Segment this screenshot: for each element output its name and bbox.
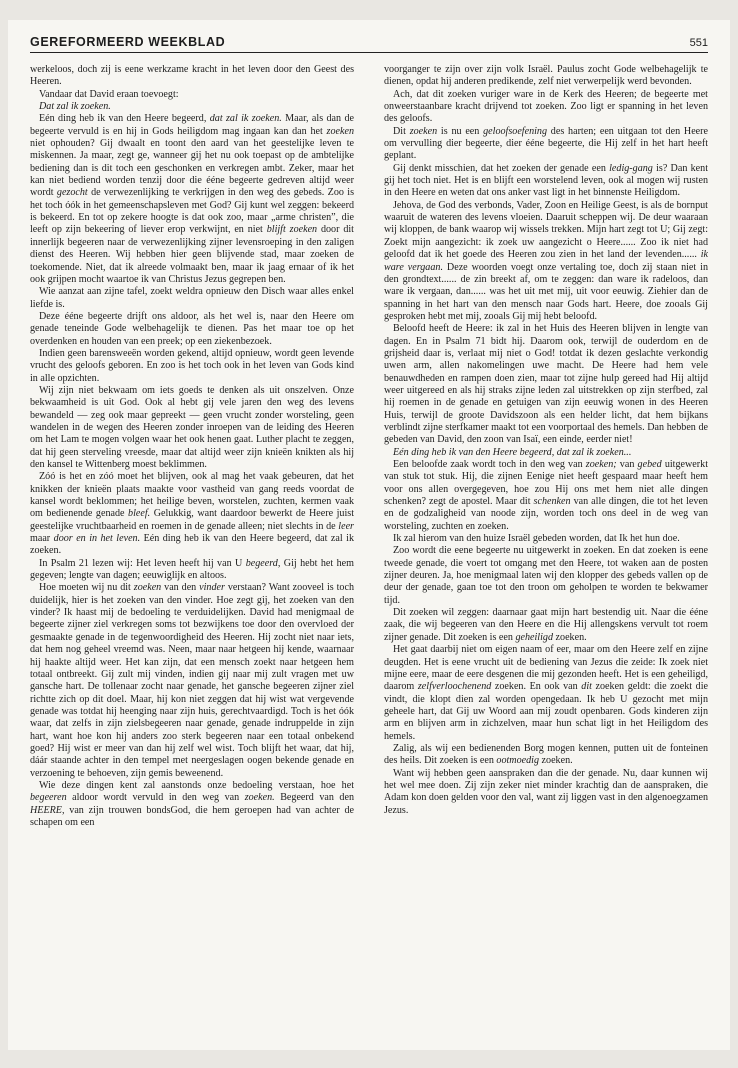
emphasis-text: schenken [533, 496, 571, 508]
body-text: uitgewerkt van stuk tot stuk. Hij, die zijnen Eenige niet heeft gespaard maar heeft hem voor ons allen overgegeven, hoe zou Hij ons met hem niet alle dingen schenken? zegt de apostel. Maar dit [384, 459, 708, 508]
body-text: voorganger te zijn over zijn volk Israël. Paulus zocht Gode welbehagelijk te dienen, opdat hij anderen predikende, zelf niet verwerpelijk werd bevonden. [384, 64, 708, 88]
paragraph [384, 459, 708, 533]
body-text: des harten; een uitgaan tot den Heere om vervulling dier begeerte, dier ééne begeerte, die Hij zelf in het hart heeft geplant. [384, 125, 708, 162]
body-text: verstaan? Want zooveel is toch duidelijk, hier is het zoeken van den vinder. Hoe zegt gij, het zoeken van den vinder? Ik haast mij de bedoeling te verduidelijken. David had menigmaal de begeerte zijner ziel verkregen soms tot bezwijkens toe door den overvloed der gesmaakte genade in de tegenwoordigheid des Heeren. Hij zocht niet naar iets, dat hem nog geheel vreemd was. Neen, maar naar hetgeen hij kende, waarnaar hij haakte altijd weer. Het kan zijn, dat een mensch zoekt naar hetgeen hem totaal ontbreekt. Gij zult mij vinden, indien gij naar mij zult vragen met uw gansche hart. De tollenaar zocht naar genade, het gansche begeeren zijner ziel richtte zich op dit doel. Maar, hij kon niet zeggen dat hij wist wat vergevende genade was totdat hij heenging naar zijn huis, gerechtvaardigd. Toch is het óók waar, dat zelfs in zijn zielsbegeeren naar genade, genade indruppelde in zijn hart, want hoe kon hij anders zoo sterk begeeren naar een totaal onbekend goed? Hij wist er meer van dan hij zelf wel wist. Toch blijft het waar, dat hij, dáár staande achter in den tempel met neergeslagen oogen bekende genade en verzoening te behoeven, zijn gemis beweenend. [30, 582, 354, 779]
body-text: Eén ding heb ik van den Heere begeerd, dat zal ik zoeken. [30, 533, 354, 557]
body-text: maar [30, 533, 54, 545]
paragraph [384, 768, 708, 817]
body-text: Begeerd van den [274, 792, 354, 804]
emphasis-text: geheiligd [515, 631, 554, 643]
body-text: Ach, dat dit zoeken vuriger ware in de Kerk des Heeren; de begeerte met onweerstaanbare kracht drijvend tot zoeken. Zoo ligt er spanning in het leven des geloofs. [384, 88, 708, 125]
body-text: werkeloos, doch zij is eene werkzame kracht in het leven door den Geest des Heeren. [30, 64, 354, 88]
body-text: Een beloofde zaak wordt toch in den weg van [393, 459, 586, 470]
paragraph [30, 311, 354, 348]
emphasis-text: leer [338, 520, 354, 532]
body-text: Dit zoeken wil zeggen: daarnaar gaat mijn hart bestendig uit. Naar die ééne zaak, die wij begeeren van den Heere en die Hij allengskens vervult tot roem zijner genade. Dit zoeken is een [384, 607, 708, 643]
emphasis-text: bleef. [128, 508, 151, 520]
emphasis-text: zoeken [409, 125, 438, 137]
body-text: Eén ding heb ik van den Heere begeerd, [39, 113, 210, 125]
paragraph [30, 471, 354, 557]
emphasis-text: ledig-gang [609, 162, 653, 174]
body-text: Dit [393, 125, 410, 137]
body-text: Zalig, als wij een bedienenden Borg mogen kennen, putten uit de fonteinen des heils. Dit zoeken is een [384, 742, 708, 767]
body-text: Wie aanzat aan zijne tafel, zoekt weldra opnieuw den Disch waar alles enkel liefde is. [30, 286, 354, 310]
paragraph [30, 385, 354, 471]
body-text: de verwezenlijking te verkrijgen in den weg des gebeds. Zoo is het toch óók in het gemeenschapsleven met God? Gij kunt wel zeggen: bekeerd is bekeerd. En tot op zekere hoogte is dat ook zoo, maar „arme christen”, die leeft op zijn bekeering of liever erop verkwijnt, en niet [30, 187, 354, 236]
body-text: van [616, 459, 638, 470]
paragraph [384, 323, 708, 446]
paragraph [384, 89, 708, 126]
paragraph [384, 200, 708, 323]
paragraph [384, 447, 708, 459]
body-text: zoeken. [553, 631, 587, 643]
body-text: Gelukkig, want daardoor bewerkt de Heere juist geestelijke vruchtbaarheid en roemen in de genade alleen; niet slechts in de [30, 508, 354, 532]
paragraph [384, 126, 708, 163]
body-text: Wie deze dingen kent zal aanstonds onze bedoeling verstaan, hoe het [39, 779, 354, 791]
emphasis-text: Dat zal ik zoeken. [39, 101, 111, 113]
body-text: Gij denkt misschien, dat het zoeken der genade een [393, 162, 610, 174]
body-text: zoeken geldt: die zoekt die vindt, die klopt dien zal worden opengedaan. Ik heb U gezocht met mijn geheele hart, dat Gij uw Woord aan mij zoudt openbaren. Gods kinderen zijn arm en blijven arm in zichzelven, maar hun schat ligt in het Heiligdom des hemels. [384, 681, 708, 742]
emphasis-text: door en in het leven. [53, 533, 141, 545]
emphasis-text: gebed [637, 459, 662, 470]
paragraph [384, 743, 708, 768]
paragraph [30, 286, 354, 311]
body-text: Want wij hebben geen aanspraken dan die der genade. Nu, daar kunnen wij het wel mee doen. Zij zijn zeker niet minder krachtig dan de aanspraken, die Adam kon doen gelden voor den val, want zij liggen vast in den algenoegzamen Jezus. [384, 767, 708, 816]
paragraph [384, 607, 708, 644]
body-text: In Psalm 21 lezen wij: Het leven heeft hij van U [39, 557, 246, 569]
body-text: Wij zijn niet bekwaam om iets goeds te denken als uit onszelven. Onze bekwaamheid is uit God. Ook al hebt gij vele jaren den weg des levens bewandeld — zeg ook maar gepreekt — geen vrucht zonder worsteling, geen wandelen in de wegen des Heeren zonder inroepen van de leiding des Heeren om het Lam te mogen volgen waar het ook henen gaat. Luther placht te zeggen, dat hij geen sterveling vreesde, maar dat altijd weer zijn knieën knikten als hij den kansel te Wittenberg moest beklimmen. [30, 384, 354, 470]
paragraph [30, 582, 354, 780]
right-column [384, 64, 708, 1039]
paragraph [30, 113, 354, 286]
body-text: Het gaat daarbij niet om eigen naam of eer, maar om den Heere zelf en zijne deugden. Het is eene vrucht uit de bediening van Jezus die zeide: Ik zoek niet mijne eere, maar de eere desgenen die mij gezonden heeft. Het is een geheiligd, daarom [384, 644, 708, 693]
body-text: van alle dingen, die tot het leven en de godzaligheid van noode zijn, worden toch ons deel in de weg van worsteling, zuchten en zoeken. [384, 496, 708, 532]
body-text: Beloofd heeft de Heere: ik zal in het Huis des Heeren blijven in lengte van dagen. En in Psalm 71 bidt hij. Daarom ook, terwijl de ouderdom en de grijsheid daar is, verlaat mij niet o God! totdat ik dezen geslachte verkondig uwen arm, allen nakomelingen uwe macht. De Heere had hem vele benauwdheden en rampen doen zien, maar tot zijne hulp gereed had Hij altijd weer uitgereed en als hij straks zijne leden zal uitstrekken op zijn sterfbed, zal hij roemen in de genade en getuigen van zijn eeuwig wonen in des Heeren Huis, terwijl de groote Davidszoon als een helder licht, dat hem bijkans verblindt zijne sterfkamer maakt tot een voorportaal des hemels. Dan hebben de gebeden van David, den zoon van Isaï, een einde, eerder niet! [384, 323, 708, 446]
paragraph [30, 780, 354, 829]
body-text: van zijn trouwen bondsGod, die hem geroepen had van achter de schapen om een [30, 804, 354, 828]
emphasis-text: ik ware vergaan. [384, 249, 708, 273]
body-text: Jehova, de God des verbonds, Vader, Zoon en Heilige Geest, is als de bornput waaruit de wateren des levens vloeien. Daaruit scheppen wij. De deur waaraan wij kloppen, de bank waarop wij wissels trekken. Mijn hart zegt tot U; Gij zegt: Zoekt mijn aangezicht: ik zoek uw aangezicht o Heere...... Zoo ik niet had geloofd dat ik het goede des Heeren zou zien in het land der levenden...... [384, 199, 708, 261]
body-text: Hoe moeten wij nu dit [39, 582, 134, 594]
body-text: van den [161, 582, 200, 594]
emphasis-text: dat zal ik zoeken. [209, 113, 282, 125]
body-text: Deze woorden voegt onze vertaling toe, doch zij staan niet in den grondtext...... de zin breekt af, om te zeggen: dan ware ik radeloos, dan ware ik vergaan, dan...... was het uit met mij, uit voor eeuwig. Ziehier dan de spanning in het hart van den mensch naar Gods hart. Heere, doe zooals Gij gesproken hebt met mij, zooals Gij mij hebt beloofd. [384, 261, 708, 322]
masthead-title: GEREFORMEERD WEEKBLAD [30, 35, 226, 49]
paragraph [384, 545, 708, 607]
paragraph [30, 64, 354, 89]
emphasis-text: ootmoedig [496, 755, 540, 767]
emphasis-text: zoeken; [585, 459, 617, 470]
page-number: 551 [689, 37, 708, 49]
newspaper-page [8, 20, 730, 1050]
emphasis-text: geloofsoefening [483, 125, 548, 137]
page-header [30, 30, 708, 53]
emphasis-text: gezocht [56, 187, 88, 199]
paragraph [384, 644, 708, 743]
emphasis-text: begeerd, [245, 557, 281, 569]
paragraph [384, 533, 708, 545]
paragraph [30, 348, 354, 385]
body-text: Zóó is het en zóó moet het blijven, ook al mag het vaak gebeuren, dat het knikken der knieën plaats maakte voor vastheid van gang reeds voordat de kansel wordt beklommen; het heilige beven, worstelen, zuchten, kermen vaak om bedienende genade [30, 471, 354, 520]
emphasis-text: zoeken [133, 582, 162, 594]
body-text: niet ophouden? Gij dwaalt en toont den aard van het geestelijke leven te miskennen. Ja maar, zegt ge, wanneer gij het nu ook toepast op de ambtelijke bediening dan is dit toch een geschonken en verkregen ambt. Zeker, maar het kan niet bediend worden tenzij door die ééne begeerte gedreven altijd weer wordt [30, 138, 354, 199]
emphasis-text: dit [581, 681, 592, 693]
emphasis-text: blijft zoeken [266, 224, 318, 236]
body-text: is? Dan kent gij het toch niet. Het is en blijft een worstelend leven, ook al mogen wij rusten in den Heere en weten dat ons anker vast ligt in het binnenste Heiligdom. [384, 162, 708, 199]
body-text: Zoo wordt die eene begeerte nu uitgewerkt in zoeken. En dat zoeken is eene tweede genade, die voert tot omgang met den Heere, tot waken aan de posten zijner deuren. Ja, hoe menigmaal laten wij den klopper des gebeds vallen op de deur der genade, gaan toe tot den troon om geholpen te worden te bekwamer tijd. [384, 545, 708, 606]
body-text: Deze ééne begeerte drijft ons aldoor, als het wel is, naar den Heere om genade teneinde Gode welbehagelijk te dienen. Pas het maar toe op het overdenken en houden van een preek; op een ziekenbezoek. [30, 310, 354, 347]
emphasis-text: Eén ding heb ik van den Heere begeerd, dat zal ik zoeken... [393, 446, 632, 458]
body-text: is nu een [437, 125, 484, 137]
paragraph [384, 163, 708, 200]
body-text: door dit innerlijk begeeren naar de verwezenlijking zijner levensroeping in den zaligen dienst des Heeren. Wij hebben hier geen blijvende stad, maar zoeken de toekomende. Niet, dat ik alreede volmaakt ben, maar ik jaag ernaar of ik het ook grijpen mocht waartoe ik van Christus Jezus gegrepen ben. [30, 224, 354, 285]
body-text: Maar, als dan de begeerte vervuld is en hij in Gods heiligdom mag ingaan kan dan het [30, 113, 354, 137]
emphasis-text: vinder [199, 582, 225, 594]
body-text: aldoor wordt vervuld in den weg van [66, 792, 245, 804]
paragraph [30, 101, 354, 113]
left-column [30, 64, 354, 1039]
body-text: zoeken. En ook van [491, 681, 582, 693]
emphasis-text: zoeken. [244, 792, 275, 804]
body-text: Indien geen barensweeën worden gekend, altijd opnieuw, wordt geen levende vrucht des geloofs geboren. En zoo is het toch ook in het leven van Gods kind in alle opzichten. [30, 347, 354, 384]
paragraph [30, 558, 354, 583]
body-text: Ik zal hierom van den huize Israël gebeden worden, dat Ik het hun doe. [393, 533, 680, 545]
paragraph [30, 89, 354, 101]
emphasis-text: zelfverloochenend [417, 681, 492, 693]
body-text: Gij hebt het hem gegeven; lengte van dagen; eeuwiglijk en altoos. [30, 557, 354, 582]
emphasis-text: begeeren [30, 792, 67, 804]
emphasis-text: zoeken [326, 125, 354, 137]
paragraph [384, 64, 708, 89]
body-text: Vandaar dat David eraan toevoegt: [39, 88, 179, 100]
emphasis-text: HEERE, [30, 804, 65, 816]
body-text: zoeken. [539, 755, 573, 767]
